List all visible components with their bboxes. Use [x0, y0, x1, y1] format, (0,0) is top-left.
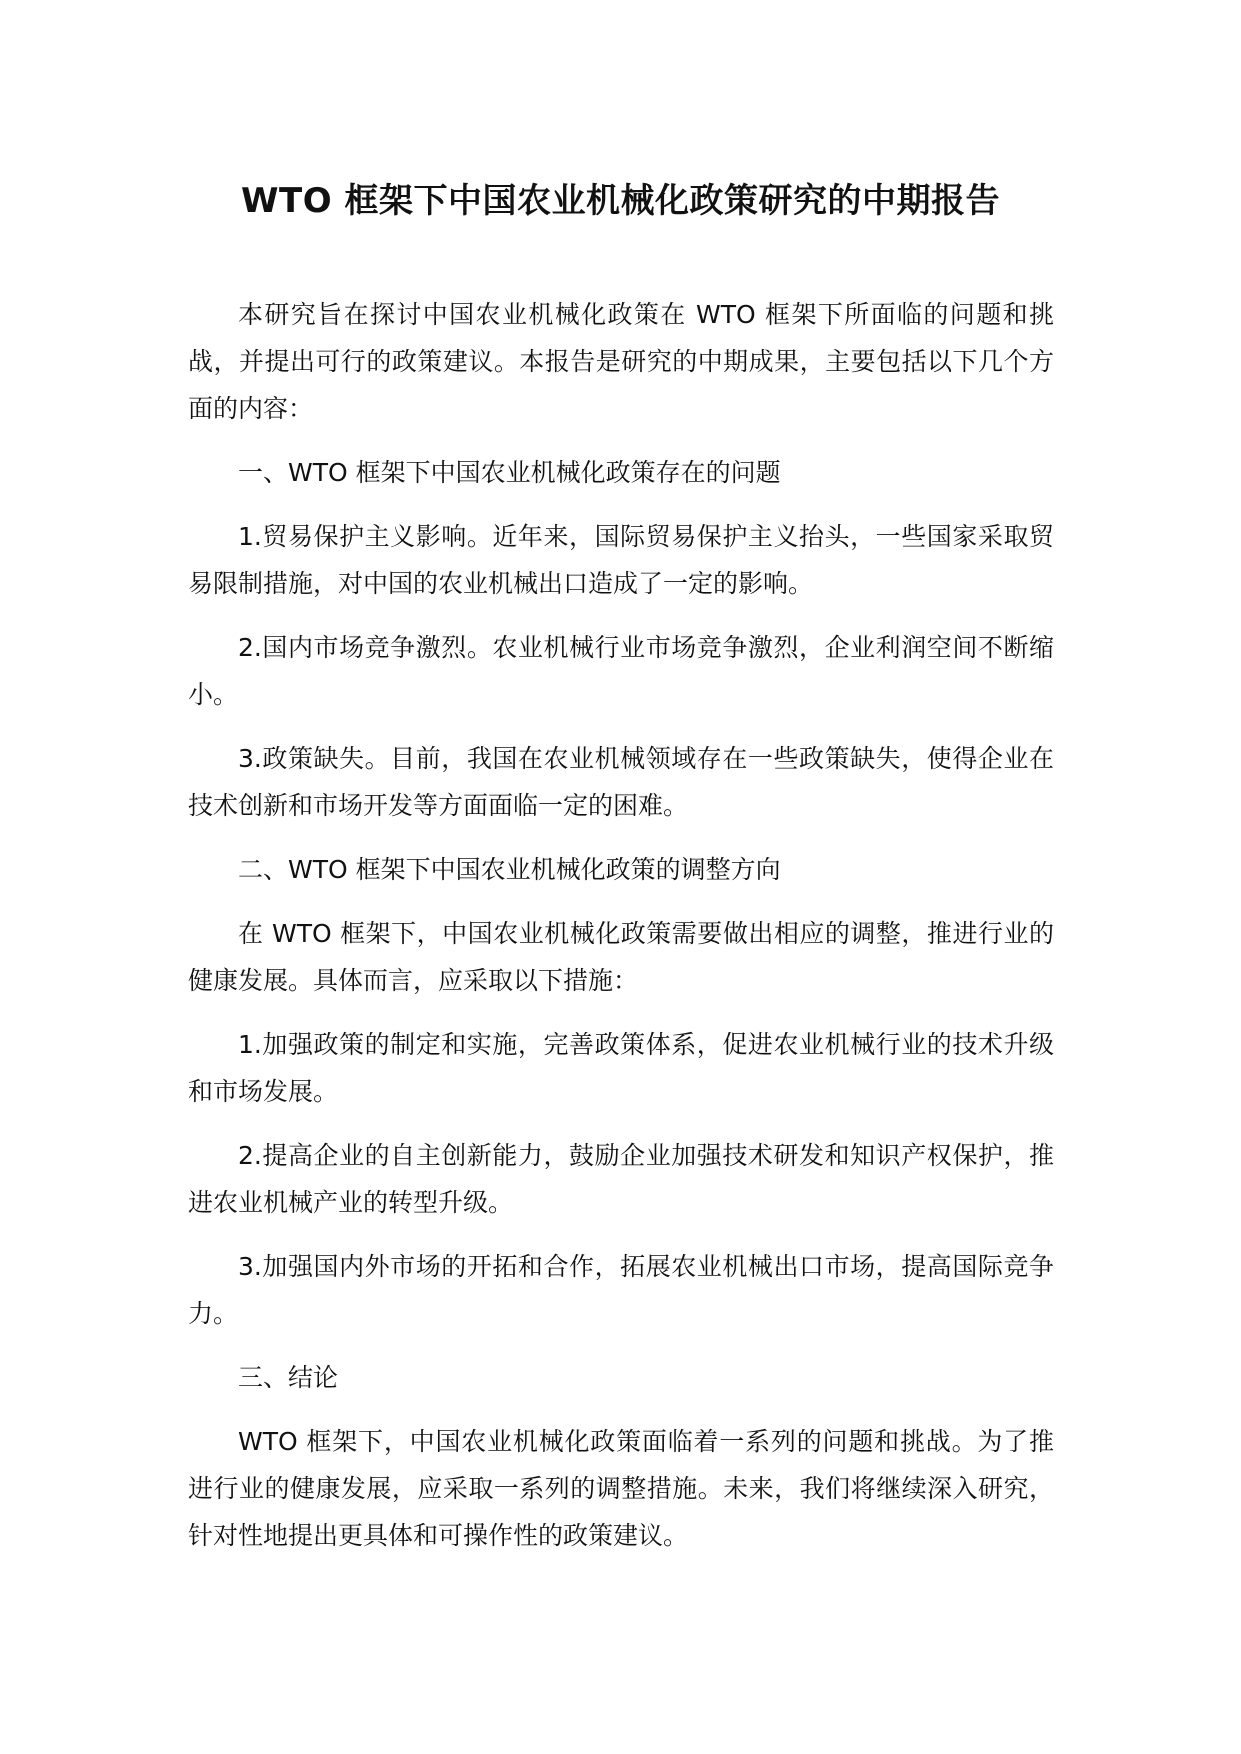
section-heading-problems: 一、WTO 框架下中国农业机械化政策存在的问题 [238, 458, 781, 487]
problem-item-3: 3.政策缺失。目前，我国在农业机械领域存在一些政策缺失，使得企业在技术创新和市场开发等方面面临一定的困难。 [188, 744, 1054, 820]
document-body [188, 291, 1054, 1576]
measure-item-2: 2.提高企业的自主创新能力，鼓励企业加强技术研发和知识产权保护，推进农业机械产业的转型升级。 [188, 1141, 1054, 1217]
measure-item-3: 3.加强国内外市场的开拓和合作，拓展农业机械出口市场，提高国际竞争力。 [188, 1252, 1054, 1328]
intro-paragraph: 本研究旨在探讨中国农业机械化政策在 WTO 框架下所面临的问题和挑战，并提出可行的政策建议。本报告是研究的中期成果，主要包括以下几个方面的内容： [188, 300, 1054, 423]
section-heading-conclusion: 三、结论 [238, 1363, 339, 1392]
document-title: WTO 框架下中国农业机械化政策研究的中期报告 [241, 181, 1000, 221]
section-heading-adjustments: 二、WTO 框架下中国农业机械化政策的调整方向 [238, 855, 781, 884]
measure-item-1: 1.加强政策的制定和实施，完善政策体系，促进农业机械行业的技术升级和市场发展。 [188, 1030, 1054, 1106]
adjustments-intro-paragraph: 在 WTO 框架下，中国农业机械化政策需要做出相应的调整，推进行业的健康发展。具体而言，应采取以下措施： [188, 919, 1054, 995]
problem-item-1: 1.贸易保护主义影响。近年来，国际贸易保护主义抬头，一些国家采取贸易限制措施，对中国的农业机械出口造成了一定的影响。 [188, 522, 1054, 598]
conclusion-paragraph: WTO 框架下，中国农业机械化政策面临着一系列的问题和挑战。为了推进行业的健康发展，应采取一系列的调整措施。未来，我们将继续深入研究，针对性地提出更具体和可操作性的政策建议。 [188, 1427, 1054, 1550]
problem-item-2: 2.国内市场竞争激烈。农业机械行业市场竞争激烈，企业利润空间不断缩小。 [188, 633, 1054, 709]
